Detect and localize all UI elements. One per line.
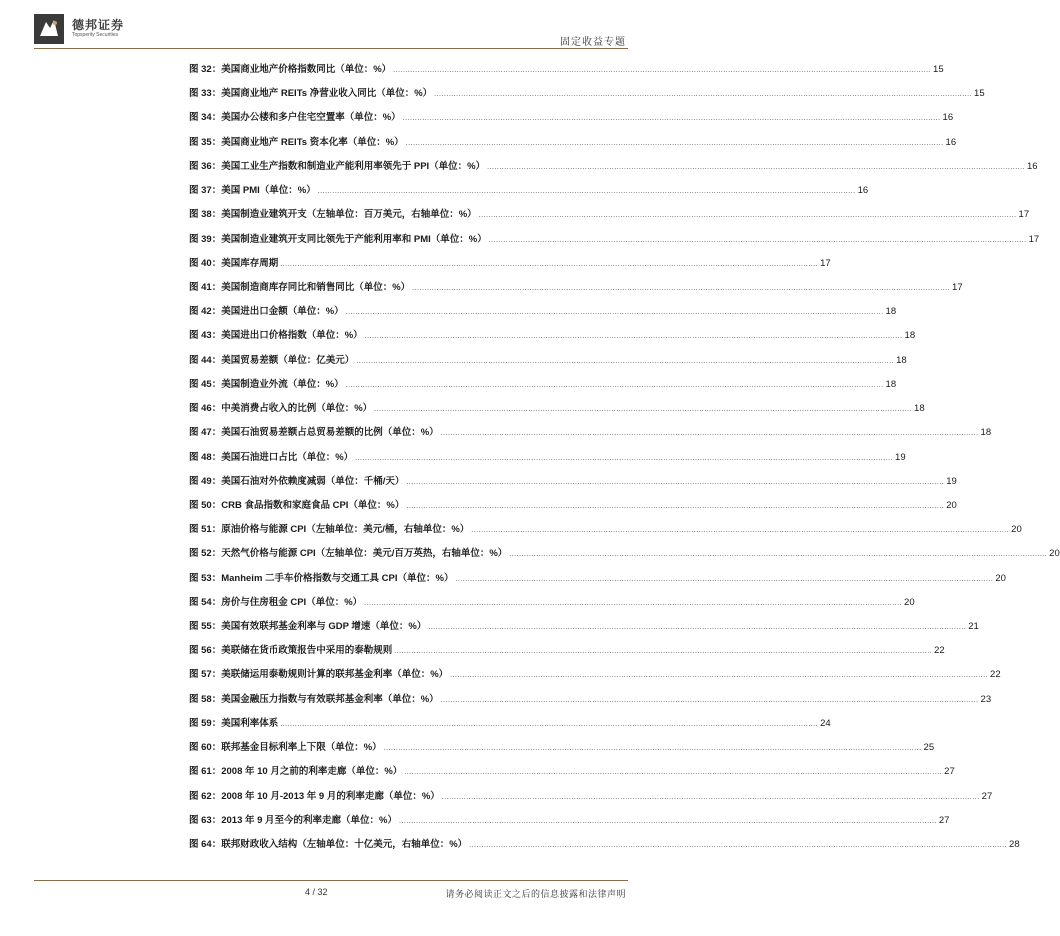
figure-label: 图 42： — [189, 306, 222, 318]
toc-entry[interactable] — [189, 715, 831, 739]
figure-label: 图 40： — [189, 257, 222, 269]
figure-title: 2013 年 9 月至今的利率走廊（单位：%） — [221, 814, 398, 826]
figure-title: 美国利率体系 — [221, 717, 279, 729]
dot-leader: ............................................................................................................................................................................................................................ — [364, 333, 903, 341]
page-ref: 20 — [946, 499, 957, 511]
page-ref: 16 — [945, 136, 957, 148]
toc-entry[interactable] — [189, 327, 916, 351]
page-ref: 17 — [820, 257, 831, 269]
figure-title: CRB 食品指数和家庭食品 CPI（单位：%） — [221, 499, 405, 511]
figure-label: 图 62： — [189, 790, 222, 802]
dot-leader: ............................................................................................................................................................................................................................ — [406, 502, 945, 510]
dot-leader: ............................................................................................................................................................................................................................ — [280, 260, 819, 268]
toc-entry[interactable] — [189, 497, 957, 521]
figure-label: 图 32： — [189, 64, 222, 75]
figure-label: 图 51： — [189, 524, 222, 536]
figure-title: 2008 年 10 月-2013 年 9 月的利率走廊（单位：%） — [221, 790, 440, 802]
figure-title: 中美消费占收入的比例（单位：%） — [221, 403, 373, 415]
figure-title: 美国石油对外依赖度减弱（单位：千桶/天） — [221, 475, 405, 487]
page-ref: 16 — [942, 112, 954, 124]
figure-label: 图 52： — [189, 548, 222, 560]
figure-title: Manheim 二手车价格指数与交通工具 CPI（单位：%） — [221, 572, 454, 584]
figure-label: 图 61： — [189, 766, 222, 778]
logo-emblem-icon — [34, 14, 64, 44]
figure-title: 美联储在货币政策报告中采用的泰勒规则 — [221, 645, 393, 657]
figure-label: 图 53： — [189, 572, 222, 584]
company-logo — [34, 14, 134, 46]
toc-entry[interactable] — [189, 691, 992, 715]
toc-entry[interactable] — [189, 788, 993, 812]
figure-label: 图 41： — [189, 281, 222, 293]
dot-leader: ............................................................................................................................................................................................................................ — [280, 720, 819, 728]
toc-entry[interactable] — [189, 424, 992, 448]
figure-label: 图 56： — [189, 645, 222, 657]
dot-leader: ............................................................................................................................................................................................................................ — [488, 236, 1027, 244]
page-ref: 20 — [904, 596, 915, 608]
page-ref: 17 — [1018, 209, 1030, 221]
dot-leader: ............................................................................................................................................................................................................................ — [383, 745, 922, 753]
toc-entry[interactable] — [189, 521, 1022, 545]
toc-entry[interactable] — [189, 473, 957, 497]
dot-leader: ............................................................................................................................................................................................................................ — [345, 309, 884, 317]
page-ref: 27 — [938, 814, 950, 826]
page-number: 4 / 32 — [305, 887, 328, 897]
figure-label: 图 34： — [189, 112, 222, 124]
toc-entry[interactable] — [189, 642, 945, 666]
dot-leader: ............................................................................................................................................................................................................................ — [440, 696, 979, 704]
figure-label: 图 35： — [189, 136, 222, 148]
figure-title: 美国制造商库存同比和销售同比（单位：%） — [221, 281, 411, 293]
figure-label: 图 54： — [189, 596, 222, 608]
figure-title: 美国商业地产 REITs 资本化率（单位：%） — [221, 136, 404, 148]
figure-title: 房价与住房租金 CPI（单位：%） — [221, 596, 363, 608]
page-ref: 18 — [904, 330, 916, 342]
figure-label: 图 44： — [189, 354, 222, 366]
header-divider — [34, 48, 628, 49]
page-ref: 21 — [968, 621, 979, 633]
dot-leader: ............................................................................................................................................................................................................................ — [428, 624, 967, 632]
page-ref: 27 — [981, 790, 993, 802]
figure-title: 美国进出口价格指数（单位：%） — [221, 330, 363, 342]
toc-entry[interactable] — [189, 352, 907, 376]
page-ref: 28 — [1009, 839, 1020, 850]
page-ref: 20 — [1049, 548, 1060, 560]
figure-title: 美国进出口金额（单位：%） — [221, 306, 344, 318]
figure-title: 美联储运用泰勒规则计算的联邦基金利率（单位：%） — [221, 669, 449, 681]
dot-leader: ............................................................................................................................................................................................................................ — [402, 115, 941, 123]
page-ref: 18 — [885, 378, 897, 390]
dot-leader: ............................................................................................................................................................................................................................ — [393, 67, 932, 74]
figure-label: 图 58： — [189, 693, 222, 705]
page-ref: 22 — [990, 669, 1001, 681]
figure-title: 美国办公楼和多户住宅空置率（单位：%） — [221, 112, 401, 124]
page-ref: 25 — [923, 742, 935, 754]
dot-leader: ............................................................................................................................................................................................................................ — [434, 91, 973, 99]
logo-text: 德邦证券 — [72, 18, 125, 32]
toc-entry[interactable] — [189, 182, 869, 206]
dot-leader: ............................................................................................................................................................................................................................ — [356, 357, 895, 365]
toc-entry[interactable] — [189, 836, 1020, 860]
dot-leader: ............................................................................................................................................................................................................................ — [355, 454, 894, 462]
dot-leader: ............................................................................................................................................................................................................................ — [440, 430, 979, 438]
page-ref: 18 — [896, 354, 907, 366]
toc-entry[interactable] — [189, 109, 954, 133]
page-ref: 19 — [895, 451, 906, 463]
page-ref: 20 — [995, 572, 1006, 584]
toc-entry[interactable] — [189, 279, 963, 303]
dot-leader: ............................................................................................................................................................................................................................ — [487, 163, 1025, 171]
dot-leader: ............................................................................................................................................................................................................................ — [469, 842, 1008, 849]
section-title: 固定收益专题 — [560, 37, 626, 48]
figure-title: 联邦财政收入结构（左轴单位：十亿美元，右轴单位：%） — [221, 839, 468, 850]
figure-label: 图 47： — [189, 427, 222, 439]
figure-list — [189, 61, 1060, 860]
page-ref: 18 — [914, 403, 925, 415]
toc-entry[interactable] — [189, 400, 925, 424]
toc-entry[interactable] — [189, 594, 915, 618]
page-ref: 19 — [946, 475, 957, 487]
toc-entry[interactable] — [189, 231, 1040, 255]
dot-leader: ............................................................................................................................................................................................................................ — [406, 478, 945, 486]
dot-leader: ............................................................................................................................................................................................................................ — [450, 672, 989, 680]
footer-divider — [34, 880, 628, 881]
figure-title: 美国贸易差额（单位：亿美元） — [221, 354, 355, 366]
dot-leader: ............................................................................................................................................................................................................................ — [364, 599, 903, 607]
page-ref: 18 — [980, 427, 992, 439]
page-ref: 20 — [1011, 524, 1022, 536]
figure-title: 原油价格与能源 CPI（左轴单位：美元/桶，右轴单位：%） — [221, 524, 470, 536]
page-ref: 24 — [820, 717, 831, 729]
page-ref: 18 — [885, 306, 897, 318]
toc-entry[interactable] — [189, 545, 1060, 569]
page-ref: 17 — [1028, 233, 1040, 245]
dot-leader: ............................................................................................................................................................................................................................ — [412, 284, 951, 292]
toc-entry[interactable] — [189, 85, 985, 109]
logo-subtext: Topsperity Securities — [72, 32, 119, 38]
figure-title: 美国工业生产指数和制造业产能利用率领先于 PPI（单位：%） — [221, 160, 486, 172]
figure-title: 联邦基金目标利率上下限（单位：%） — [221, 742, 382, 754]
figure-title: 美国商业地产 REITs 净营业收入同比（单位：%） — [221, 88, 433, 100]
legal-disclaimer: 请务必阅读正文之后的信息披露和法律声明 — [445, 889, 626, 899]
page-ref: 15 — [933, 64, 944, 75]
figure-label: 图 60： — [189, 742, 222, 754]
toc-entry[interactable] — [189, 134, 957, 158]
page-ref: 17 — [952, 281, 963, 293]
dot-leader: ............................................................................................................................................................................................................................ — [399, 817, 937, 825]
toc-entry[interactable] — [189, 666, 1001, 690]
figure-label: 图 33： — [189, 88, 222, 100]
toc-entry[interactable] — [189, 303, 897, 327]
dot-leader: ............................................................................................................................................................................................................................ — [394, 648, 933, 656]
dot-leader: ............................................................................................................................................................................................................................ — [374, 406, 913, 414]
figure-title: 美国制造业外流（单位：%） — [221, 378, 344, 390]
dot-leader: ............................................................................................................................................................................................................................ — [405, 139, 944, 147]
figure-title: 2008 年 10 月之前的利率走廊（单位：%） — [221, 766, 403, 778]
figure-label: 图 37： — [189, 185, 222, 197]
dot-leader: ............................................................................................................................................................................................................................ — [441, 793, 980, 801]
figure-label: 图 38： — [189, 209, 222, 221]
figure-label: 图 43： — [189, 330, 222, 342]
toc-entry[interactable] — [189, 61, 944, 85]
figure-title: 美国有效联邦基金利率与 GDP 增速（单位：%） — [221, 621, 427, 633]
dot-leader: ............................................................................................................................................................................................................................ — [509, 551, 1048, 559]
figure-label: 图 55： — [189, 621, 222, 633]
toc-entry[interactable] — [189, 739, 935, 763]
toc-entry[interactable] — [189, 158, 1038, 182]
figure-title: 美国制造业建筑开支（左轴单位：百万美元，右轴单位：%） — [221, 209, 477, 221]
page-ref: 15 — [974, 88, 985, 100]
figure-label: 图 64： — [189, 839, 222, 850]
figure-label: 图 63： — [189, 814, 222, 826]
page-ref: 27 — [944, 766, 955, 778]
figure-label: 图 45： — [189, 378, 222, 390]
toc-entry[interactable] — [189, 812, 950, 836]
toc-entry[interactable] — [189, 570, 1006, 594]
figure-label: 图 46： — [189, 403, 222, 415]
figure-label: 图 36： — [189, 160, 222, 172]
figure-title: 美国金融压力指数与有效联邦基金利率（单位：%） — [221, 693, 439, 705]
toc-entry[interactable] — [189, 376, 897, 400]
figure-title: 美国石油进口占比（单位：%） — [221, 451, 354, 463]
figure-title: 美国商业地产价格指数同比（单位：%） — [221, 64, 392, 75]
page-ref: 22 — [934, 645, 945, 657]
page-ref: 16 — [1027, 160, 1038, 172]
figure-title: 天然气价格与能源 CPI（左轴单位：美元/百万英热，右轴单位：%） — [221, 548, 508, 560]
figure-title: 美国石油贸易差额占总贸易差额的比例（单位：%） — [221, 427, 439, 439]
page-ref: 16 — [857, 185, 869, 197]
dot-leader: ............................................................................................................................................................................................................................ — [471, 527, 1010, 535]
figure-label: 图 59： — [189, 717, 222, 729]
toc-entry[interactable] — [189, 255, 831, 279]
figure-label: 图 48： — [189, 451, 222, 463]
toc-entry[interactable] — [189, 206, 1030, 230]
figure-label: 图 49： — [189, 475, 222, 487]
figure-label: 图 39： — [189, 233, 222, 245]
dot-leader: ............................................................................................................................................................................................................................ — [317, 188, 856, 196]
toc-entry[interactable] — [189, 449, 906, 473]
figure-label: 图 50： — [189, 499, 222, 511]
dot-leader: ............................................................................................................................................................................................................................ — [345, 381, 884, 389]
figure-title: 美国制造业建筑开支同比领先于产能利用率和 PMI（单位：%） — [221, 233, 487, 245]
dot-leader: ............................................................................................................................................................................................................................ — [478, 212, 1017, 220]
figure-title: 美国库存周期 — [221, 257, 279, 269]
figure-title: 美国 PMI（单位：%） — [221, 185, 316, 197]
dot-leader: ............................................................................................................................................................................................................................ — [455, 575, 994, 583]
toc-entry[interactable] — [189, 763, 955, 787]
toc-entry[interactable] — [189, 618, 979, 642]
figure-label: 图 57： — [189, 669, 222, 681]
dot-leader: ............................................................................................................................................................................................................................ — [404, 769, 943, 777]
page-ref: 23 — [980, 693, 992, 705]
